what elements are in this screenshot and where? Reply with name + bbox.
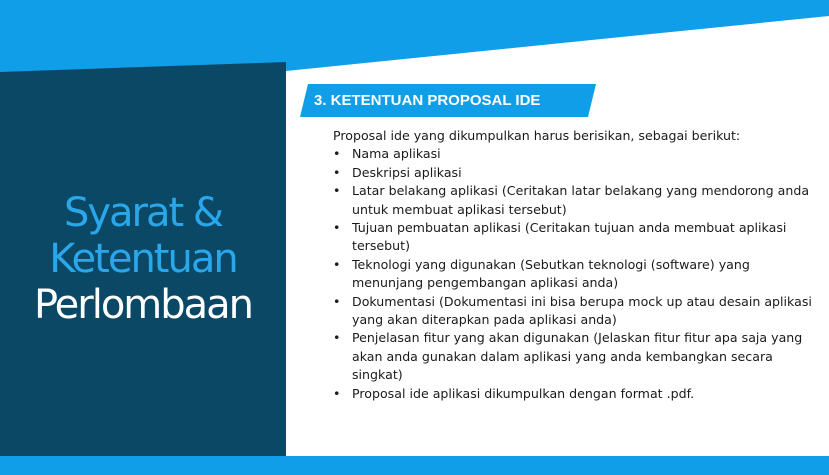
slide-title bbox=[0, 190, 286, 328]
list-item: • Penjelasan fitur yang akan digunakan (Jelaskan fitur fitur apa saja yang akan anda gunakan dalam aplikasi yang anda kembangkan secara singkat) bbox=[333, 329, 813, 384]
section-header-text: 3. KETENTUAN PROPOSAL IDE bbox=[314, 92, 541, 109]
bottom-decorative-band bbox=[0, 456, 829, 475]
list-item: • Proposal ide aplikasi dikumpulkan dengan format .pdf. bbox=[333, 385, 813, 403]
list-item: • Deskripsi aplikasi bbox=[333, 164, 813, 182]
list-item: • Dokumentasi (Dokumentasi ini bisa berupa mock up atau desain aplikasi yang akan diterapkan pada aplikasi anda) bbox=[333, 293, 813, 330]
list-item: • Latar belakang aplikasi (Ceritakan latar belakang yang mendorong anda untuk membuat aplikasi tersebut) bbox=[333, 182, 813, 219]
title-line-ketentuan: Ketentuan bbox=[49, 236, 237, 282]
title-line-syarat: Syarat & bbox=[63, 190, 223, 236]
list-item: • Tujuan pembuatan aplikasi (Ceritakan tujuan anda membuat aplikasi tersebut) bbox=[333, 219, 813, 256]
intro-text: Proposal ide yang dikumpulkan harus berisikan, sebagai berikut: bbox=[333, 128, 741, 143]
section-header bbox=[300, 84, 600, 117]
proposal-content bbox=[333, 127, 813, 403]
list-item: • Teknologi yang digunakan (Sebutkan teknologi (software) yang menunjang pengembangan aplikasi anda) bbox=[333, 256, 813, 293]
requirements-list bbox=[333, 145, 813, 403]
list-item: • Nama aplikasi bbox=[333, 145, 813, 163]
title-line-perlombaan: Perlombaan bbox=[33, 282, 253, 328]
